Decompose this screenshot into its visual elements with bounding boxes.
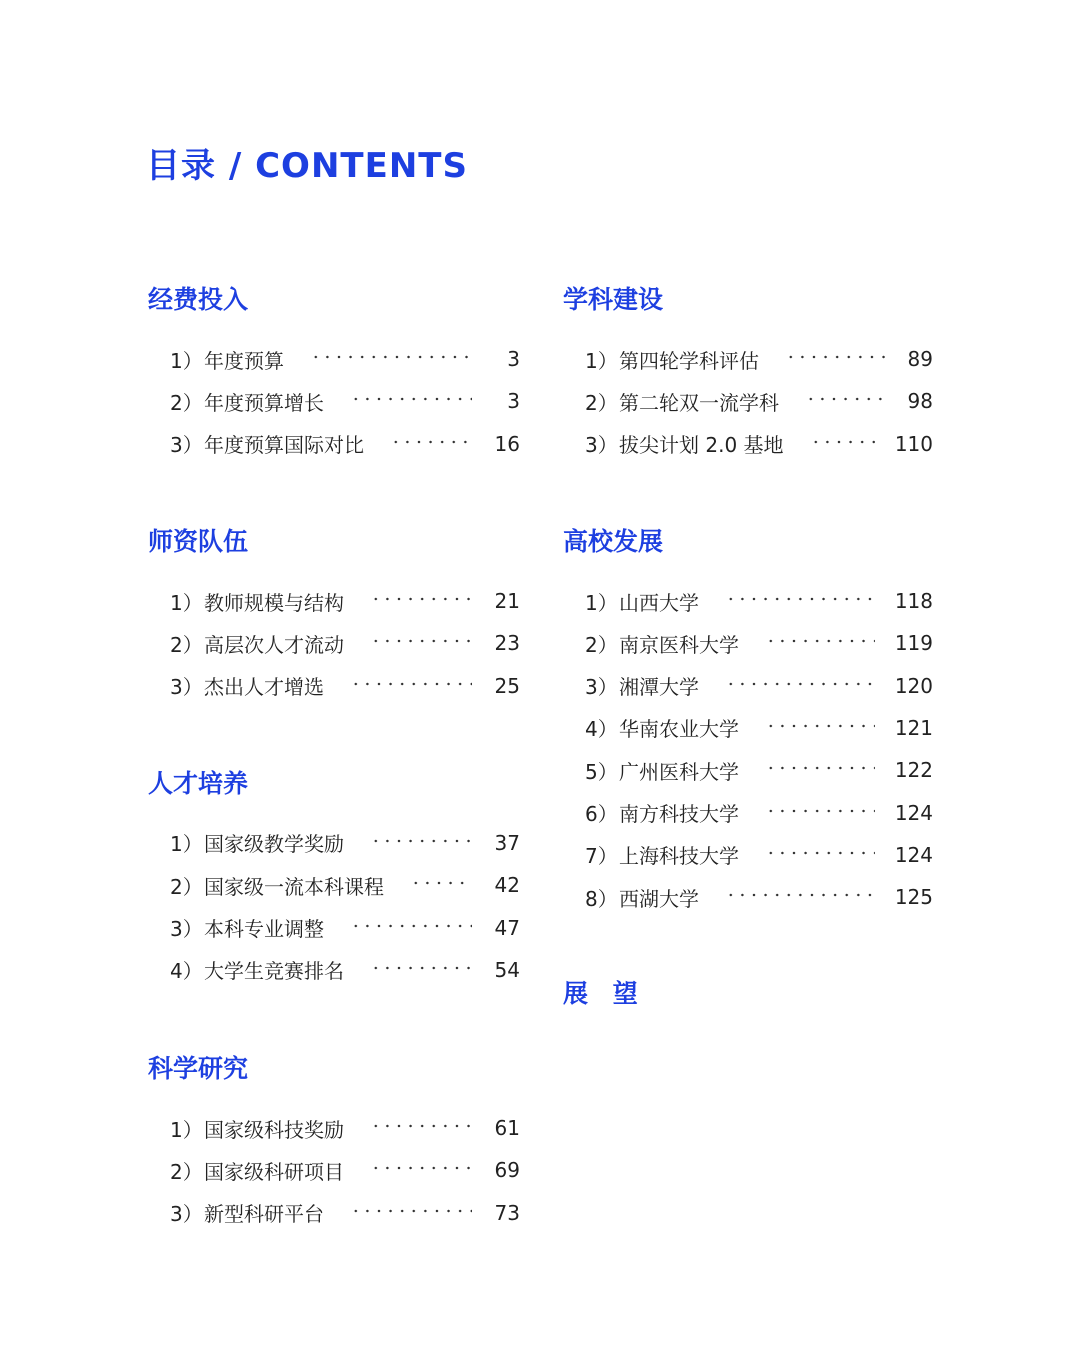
entry-page: 16: [494, 431, 520, 456]
entry-page: 119: [894, 631, 933, 656]
toc-section-research: [148, 1049, 520, 1234]
entry-number: 8）: [585, 886, 618, 911]
toc-entry[interactable]: [148, 380, 520, 422]
entry-number: 1）: [170, 590, 203, 615]
section-heading: 学科建设: [563, 285, 664, 314]
entry-page: 89: [907, 347, 933, 372]
dot-leader: [370, 966, 472, 970]
section-heading: 师资队伍: [148, 526, 249, 556]
entry-number: 5）: [585, 759, 618, 784]
entry-number: 6）: [585, 802, 618, 827]
entry-number: 1）: [585, 348, 618, 373]
toc-entry[interactable]: [148, 580, 520, 622]
dot-leader: [765, 639, 875, 643]
entry-page: 73: [494, 1200, 520, 1225]
toc-entry[interactable]: [563, 876, 933, 918]
entry-number: 1）: [170, 1117, 203, 1142]
dot-leader: [390, 440, 472, 444]
dot-leader: [370, 597, 472, 601]
entry-label: 西湖大学: [619, 886, 699, 911]
dot-leader: [370, 639, 472, 643]
entry-page: 69: [494, 1158, 520, 1183]
dot-leader: [310, 355, 472, 359]
entry-number: 3）: [585, 433, 618, 458]
toc-entry[interactable]: [148, 906, 520, 948]
toc-entry[interactable]: [148, 1149, 520, 1191]
entry-label: 华南农业大学: [619, 717, 739, 742]
dot-leader: [410, 881, 472, 885]
entry-label: 南京医科大学: [619, 632, 739, 657]
entry-number: 3）: [170, 917, 203, 942]
entry-number: 1）: [170, 832, 203, 857]
entry-label: 国家级科研项目: [204, 1159, 344, 1184]
toc-entry[interactable]: [563, 423, 933, 465]
dot-leader: [810, 440, 875, 444]
dot-leader: [805, 397, 885, 401]
entry-label: 新型科研平台: [204, 1202, 324, 1227]
entry-number: 2）: [585, 390, 618, 415]
entry-label: 本科专业调整: [204, 917, 324, 942]
entry-label: 教师规模与结构: [204, 590, 344, 615]
toc-entry[interactable]: [563, 380, 933, 422]
entry-page: 98: [907, 389, 933, 414]
entry-label: 国家级教学奖励: [204, 832, 344, 857]
dot-leader: [765, 766, 875, 770]
entry-label: 高层次人才流动: [204, 632, 344, 657]
section-heading: 高校发展: [563, 526, 664, 556]
toc-entry[interactable]: [563, 580, 933, 622]
entry-page: 47: [494, 915, 520, 940]
entry-label: 湘潭大学: [619, 675, 699, 700]
entry-number: 3）: [585, 675, 618, 700]
toc-entry[interactable]: [563, 622, 933, 664]
dot-leader: [370, 1124, 472, 1128]
section-heading: 经费投入: [148, 285, 249, 314]
toc-entry[interactable]: [148, 1192, 520, 1234]
toc-entry[interactable]: [563, 834, 933, 876]
entry-page: 23: [494, 631, 520, 656]
dot-leader: [370, 1166, 472, 1170]
entry-number: 2）: [170, 632, 203, 657]
toc-section-talent: [148, 764, 520, 991]
toc-section-universities: [563, 522, 933, 918]
entry-label: 第二轮双一流学科: [619, 390, 779, 415]
entry-page: 3: [507, 347, 520, 372]
toc-entry[interactable]: [148, 423, 520, 465]
toc-entry[interactable]: [563, 749, 933, 791]
entry-number: 3）: [170, 675, 203, 700]
entry-number: 2）: [170, 874, 203, 899]
toc-right-column: [563, 280, 933, 1014]
toc-entry[interactable]: [563, 664, 933, 706]
entry-number: 1）: [170, 348, 203, 373]
entry-number: 3）: [170, 433, 203, 458]
entry-page: 3: [507, 389, 520, 414]
entry-label: 国家级科技奖励: [204, 1117, 344, 1142]
dot-leader: [350, 924, 472, 928]
dot-leader: [765, 724, 875, 728]
dot-leader: [765, 809, 875, 813]
entry-label: 杰出人才增选: [204, 675, 324, 700]
entry-number: 2）: [585, 632, 618, 657]
entry-label: 年度预算: [204, 348, 284, 373]
entry-page: 124: [894, 800, 933, 825]
toc-entry[interactable]: [563, 707, 933, 749]
entry-page: 54: [494, 957, 520, 982]
entry-label: 第四轮学科评估: [619, 348, 759, 373]
entry-label: 年度预算增长: [204, 390, 324, 415]
entry-page: 25: [494, 673, 520, 698]
entry-label: 山西大学: [619, 590, 699, 615]
dot-leader: [350, 682, 472, 686]
entry-label: 广州医科大学: [619, 759, 739, 784]
entry-page: 125: [894, 885, 933, 910]
entry-label: 南方科技大学: [619, 802, 739, 827]
entry-page: 21: [494, 589, 520, 614]
entry-page: 37: [494, 830, 520, 855]
entry-number: 7）: [585, 844, 618, 869]
entry-page: 110: [894, 431, 933, 456]
toc-entry[interactable]: [148, 949, 520, 991]
toc-entry[interactable]: [563, 338, 933, 380]
section-heading: 人才培养: [148, 768, 249, 798]
section-heading: 科学研究: [148, 1053, 249, 1083]
entry-label: 年度预算国际对比: [204, 433, 364, 458]
entry-page: 61: [494, 1116, 520, 1141]
toc-section-disciplines: [563, 280, 933, 465]
entry-page: 122: [894, 758, 933, 783]
toc-entry[interactable]: [148, 822, 520, 864]
dot-leader: [785, 355, 885, 359]
entry-page: 118: [894, 589, 933, 614]
dot-leader: [765, 851, 875, 855]
entry-number: 4）: [585, 717, 618, 742]
dot-leader: [350, 1209, 472, 1213]
entry-number: 2）: [170, 1159, 203, 1184]
entry-page: 120: [894, 673, 933, 698]
dot-leader: [350, 397, 472, 401]
toc-left-column: [148, 280, 520, 1234]
entry-label: 拔尖计划 2.0 基地: [619, 433, 784, 458]
toc-entry[interactable]: [563, 791, 933, 833]
entry-label: 上海科技大学: [619, 844, 739, 869]
dot-leader: [725, 682, 875, 686]
entry-number: 1）: [585, 590, 618, 615]
dot-leader: [725, 893, 875, 897]
dot-leader: [370, 839, 472, 843]
entry-number: 2）: [170, 390, 203, 415]
toc-section-funding: [148, 280, 520, 465]
section-heading[interactable]: 展 望: [563, 979, 646, 1009]
entry-label: 国家级一流本科课程: [204, 874, 384, 899]
toc-entry[interactable]: [148, 864, 520, 906]
entry-page: 42: [494, 873, 520, 898]
toc-entry[interactable]: [148, 622, 520, 664]
entry-number: 4）: [170, 959, 203, 984]
page-title: 目录 / CONTENTS: [146, 146, 468, 186]
toc-section-outlook: [563, 974, 933, 1014]
toc-entry[interactable]: [148, 664, 520, 706]
toc-section-faculty: [148, 522, 520, 707]
entry-label: 大学生竞赛排名: [204, 959, 344, 984]
entry-page: 121: [894, 715, 933, 740]
toc-entry[interactable]: [148, 338, 520, 380]
toc-entry[interactable]: [148, 1107, 520, 1149]
entry-page: 124: [894, 842, 933, 867]
dot-leader: [725, 597, 875, 601]
entry-number: 3）: [170, 1202, 203, 1227]
